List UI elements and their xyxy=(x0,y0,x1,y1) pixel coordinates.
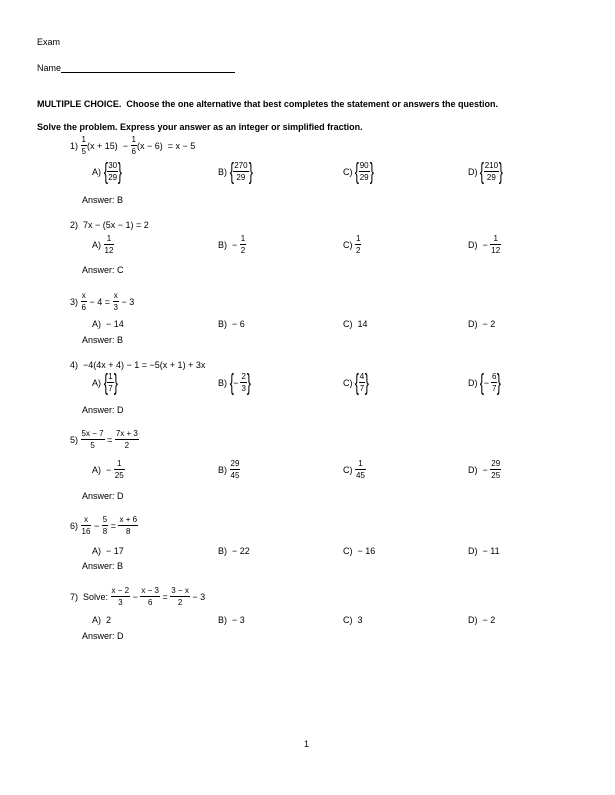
q5-answer: Answer: D xyxy=(82,491,124,501)
q6-option-b: B) − 22 xyxy=(218,546,250,556)
q4-option-a: A) { $\frac{1}{7}$ } xyxy=(92,369,118,396)
q3-option-d: D) − 2 xyxy=(468,319,496,329)
q7-option-b: B) − 3 xyxy=(218,615,245,625)
q3-option-c: C) 14 xyxy=(343,319,368,329)
q5-option-b: B) $\frac{29}{45}$ xyxy=(218,459,240,480)
q1-text-2: (x − 6) = x − 5 xyxy=(136,140,196,151)
q4-stem: 4) −4(4x + 4) − 1 = −5(x + 1) + 3x xyxy=(70,360,206,370)
q7-option-c: C) 3 xyxy=(343,615,363,625)
q1-number: 1) xyxy=(70,140,79,151)
q2-option-b: B) − $\frac{1}{2}$ xyxy=(218,234,246,255)
q5-option-d: D) − $\frac{29}{25}$ xyxy=(468,459,501,480)
q7-option-d: D) − 2 xyxy=(468,615,496,625)
q5-stem: 5) $\frac{5x - 7}{5}$ = $\frac{7x + 3}{2}$ xyxy=(70,429,138,450)
q4-option-d: D) { − $\frac{6}{7}$ } xyxy=(468,369,502,396)
q3-option-a: A) − 14 xyxy=(92,319,124,329)
name-field xyxy=(37,63,235,73)
q2-option-a: A) $\frac{1}{12}$ xyxy=(92,234,114,255)
mc-text: Choose the one alternative that best completes the statement or answers the question. xyxy=(126,99,498,109)
mc-instructions xyxy=(37,100,498,109)
mc-prefix: MULTIPLE CHOICE. xyxy=(37,99,122,109)
q3-stem: 3) $\frac{x}{6}$ − 4 = $\frac{x}{3}$ − 3 xyxy=(70,291,135,312)
q5-option-c: C) $\frac{1}{45}$ xyxy=(343,459,365,480)
q2-answer: Answer: C xyxy=(82,265,124,275)
q4-answer: Answer: D xyxy=(82,405,124,415)
q1-frac-2: $\frac{1}{6}$ xyxy=(131,135,136,156)
q1-option-d: D) { $\frac{210}{29}$ } xyxy=(468,158,504,185)
q7-answer: Answer: D xyxy=(82,631,124,641)
exam-title: Exam xyxy=(37,37,61,47)
q6-option-a: A) − 17 xyxy=(92,546,124,556)
q5-option-a: A) − $\frac{1}{25}$ xyxy=(92,459,124,480)
q1-text-1: (x + 15) − xyxy=(86,140,129,151)
q7-stem: 7) Solve: $\frac{x - 2}{3}$ − $\frac{x - 3}{6}$ = $\frac{3 - x}{2}$ − 3 xyxy=(70,586,206,607)
q1-option-c: C) { $\frac{90}{29}$ } xyxy=(343,158,374,185)
q4-option-b: B) { − $\frac{2}{3}$ } xyxy=(218,369,251,396)
q1-option-b: B) { $\frac{270}{29}$ } xyxy=(218,158,253,185)
q3-option-b: B) − 6 xyxy=(218,319,245,329)
q1-option-a: A) { $\frac{30}{29}$ } xyxy=(92,158,123,185)
q2-option-d: D) − $\frac{1}{12}$ xyxy=(468,234,501,255)
q1-frac-1: $\frac{1}{5}$ xyxy=(81,135,86,156)
page-number: 1 xyxy=(304,739,310,749)
q1-answer: Answer: B xyxy=(82,195,124,205)
q6-answer: Answer: B xyxy=(82,561,124,571)
q7-option-a: A) 2 xyxy=(92,615,112,625)
q3-answer: Answer: B xyxy=(82,335,124,345)
solve-instructions: Solve the problem. Express your answer as an integer or simplified fraction. xyxy=(37,122,363,132)
name-label: Name xyxy=(37,63,62,73)
q6-stem: 6) $\frac{x}{16}$ − $\frac{5}{8}$ = $\frac{x + 6}{8}$ xyxy=(70,515,138,536)
q6-option-d: D) − 11 xyxy=(468,546,500,556)
q1-stem xyxy=(70,136,195,156)
name-blank-line xyxy=(61,63,235,73)
q2-option-c: C) $\frac{1}{2}$ xyxy=(343,234,361,255)
q2-stem: 2) 7x − (5x − 1) = 2 xyxy=(70,220,149,230)
q4-option-c: C) { $\frac{4}{7}$ } xyxy=(343,369,370,396)
q6-option-c: C) − 16 xyxy=(343,546,376,556)
